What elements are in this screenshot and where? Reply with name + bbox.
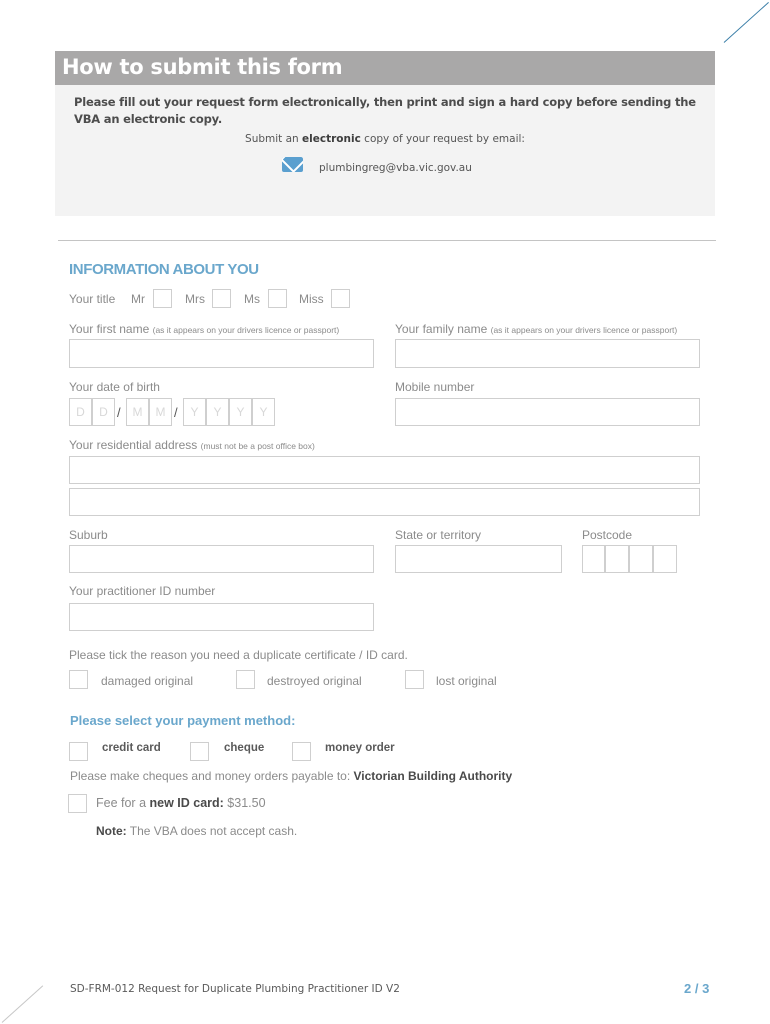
payable-to-name: Victorian Building Authority: [353, 769, 513, 783]
first-name-note: (as it appears on your drivers licence or passport): [152, 325, 340, 335]
title-mr-checkbox[interactable]: [153, 289, 172, 308]
panel-header: [55, 51, 715, 85]
dob-separator: /: [117, 405, 121, 420]
title-option-mr-label: Mr: [131, 292, 145, 306]
dob-year-cell[interactable]: Y: [229, 398, 252, 426]
page-number: 2 / 3: [684, 981, 710, 996]
payable-to-text: [70, 769, 512, 783]
dob-month-cell[interactable]: M: [149, 398, 172, 426]
email-link[interactable]: plumbingreg@vba.vic.gov.au: [319, 162, 472, 174]
fee-text: [96, 796, 266, 810]
panel-title: How to submit this form: [62, 55, 343, 79]
first-name-label: [69, 322, 339, 336]
title-miss-checkbox[interactable]: [331, 289, 350, 308]
state-label: State or territory: [395, 528, 482, 542]
title-label: Your title: [69, 292, 116, 306]
postcode-cell[interactable]: [605, 545, 629, 573]
fee-item: new ID card:: [149, 796, 224, 810]
reason-damaged-label: damaged original: [101, 674, 194, 688]
payment-money-order-checkbox[interactable]: [292, 742, 311, 761]
first-name-field[interactable]: [69, 339, 374, 368]
fee-new-id-card-checkbox[interactable]: [68, 794, 87, 813]
payment-credit-card-checkbox[interactable]: [69, 742, 88, 761]
submit-instructions-panel: [55, 51, 715, 216]
dob-label: Your date of birth: [69, 380, 160, 394]
note-text: The VBA does not accept cash.: [126, 824, 298, 838]
dob-year-cell[interactable]: Y: [183, 398, 206, 426]
fee-prefix: Fee for a: [96, 796, 150, 810]
payment-money-order-label: money order: [325, 742, 395, 754]
section-heading: INFORMATION ABOUT YOU: [69, 261, 259, 278]
address-line-2-field[interactable]: [69, 488, 700, 516]
suburb-label: Suburb: [69, 528, 108, 542]
document-id: SD-FRM-012 Request for Duplicate Plumbing Practitioner ID V2: [70, 983, 400, 995]
family-name-note: (as it appears on your drivers licence or passport): [490, 325, 678, 335]
postcode-cell[interactable]: [629, 545, 653, 573]
payment-credit-card-label: credit card: [102, 742, 161, 754]
envelope-icon: [282, 157, 303, 172]
reason-lost-checkbox[interactable]: [405, 670, 424, 689]
family-name-label: [395, 322, 677, 336]
address-note: (must not be a post office box): [200, 441, 315, 451]
address-label: [69, 438, 315, 452]
cash-note: [96, 824, 297, 838]
section-divider: [58, 240, 716, 241]
note-label: Note:: [96, 824, 127, 838]
dob-day-cell[interactable]: D: [92, 398, 115, 426]
dob-separator: /: [174, 405, 178, 420]
reason-destroyed-checkbox[interactable]: [236, 670, 255, 689]
address-label-text: Your residential address: [69, 438, 198, 452]
submit-suffix: copy of your request by email:: [360, 133, 525, 145]
dob-year-cell[interactable]: Y: [206, 398, 229, 426]
fee-amount: $31.50: [223, 796, 266, 810]
practitioner-id-label: Your practitioner ID number: [69, 584, 216, 598]
title-option-ms-label: Ms: [244, 292, 260, 306]
payment-cheque-checkbox[interactable]: [190, 742, 209, 761]
payment-heading: Please select your payment method:: [70, 713, 296, 728]
mobile-field[interactable]: [395, 398, 700, 426]
practitioner-id-field[interactable]: [69, 603, 374, 631]
title-option-mrs-label: Mrs: [185, 292, 205, 306]
state-field[interactable]: [395, 545, 562, 573]
postcode-cell[interactable]: [582, 545, 605, 573]
reason-destroyed-label: destroyed original: [267, 674, 362, 688]
reason-lost-label: lost original: [436, 674, 497, 688]
suburb-field[interactable]: [69, 545, 374, 573]
corner-decoration-line: [2, 985, 44, 1023]
dob-year-cell[interactable]: Y: [252, 398, 275, 426]
submit-instruction: [55, 133, 715, 145]
mobile-label: Mobile number: [395, 380, 475, 394]
first-name-label-text: Your first name: [69, 322, 150, 336]
title-ms-checkbox[interactable]: [268, 289, 287, 308]
reason-damaged-checkbox[interactable]: [69, 670, 88, 689]
reason-prompt: Please tick the reason you need a duplicate certificate / ID card.: [69, 648, 408, 662]
address-line-1-field[interactable]: [69, 456, 700, 484]
postcode-label: Postcode: [582, 528, 633, 542]
family-name-label-text: Your family name: [395, 322, 488, 336]
payment-cheque-label: cheque: [224, 742, 265, 754]
dob-day-cell[interactable]: D: [69, 398, 92, 426]
title-mrs-checkbox[interactable]: [212, 289, 231, 308]
submit-prefix: Submit an: [245, 133, 303, 145]
submit-bold: electronic: [302, 133, 361, 145]
panel-intro-text: Please fill out your request form electronically, then print and sign a hard copy before sending the VBA an electronic copy.: [74, 95, 696, 126]
title-option-miss-label: Miss: [299, 292, 324, 306]
family-name-field[interactable]: [395, 339, 700, 368]
dob-month-cell[interactable]: M: [126, 398, 149, 426]
postcode-cell[interactable]: [653, 545, 677, 573]
payable-prefix: Please make cheques and money orders payable to:: [70, 769, 354, 783]
corner-decoration-line: [724, 2, 769, 43]
